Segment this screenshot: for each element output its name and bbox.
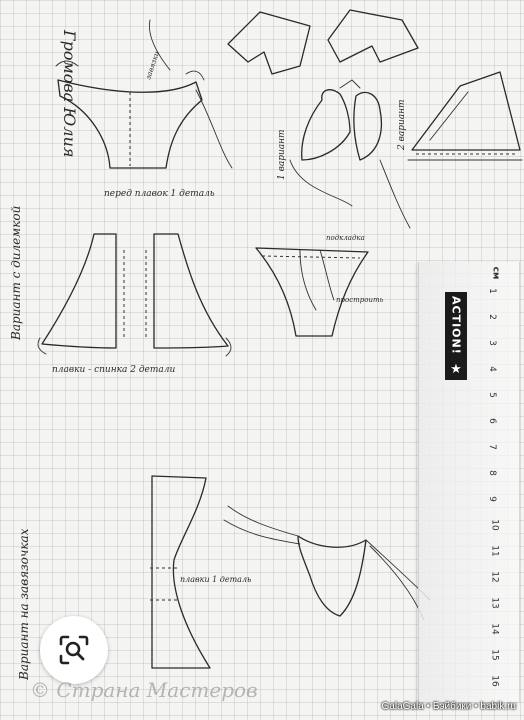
watermark-site-left: © Страна Мастеров: [30, 678, 258, 702]
label-variant1: 1 вариант: [277, 129, 287, 180]
heading-author: Громова Юлия: [60, 30, 79, 158]
ruler-number: 13: [489, 597, 500, 609]
ruler-number: 10: [489, 519, 500, 531]
watermark-site-right: GalaGala • Бэйбики • babik.ru: [381, 701, 516, 712]
ruler-number: 16: [489, 675, 500, 687]
ruler-number: 1: [486, 288, 497, 294]
ruler: [418, 262, 520, 702]
ruler-number: 3: [486, 340, 497, 346]
ruler-number: 8: [486, 470, 497, 476]
tie-bottom-pattern-drawing: [150, 476, 210, 668]
visual-search-button[interactable]: [40, 616, 108, 684]
ruler-number: 7: [486, 444, 497, 450]
heading-variant-top: Вариант с дилемкой: [9, 205, 23, 340]
ruler-number: 4: [486, 366, 497, 372]
label-front: перед плавок 1 деталь: [104, 189, 215, 199]
ruler-brand-label: ACTION!: [445, 292, 467, 358]
cups-drawing: [228, 10, 418, 74]
lined-bottom-drawing: [256, 248, 368, 336]
ruler-number: 15: [489, 649, 500, 661]
ruler-number: 14: [489, 623, 500, 635]
label-lining: подкладка: [326, 234, 365, 242]
bra-variant1-drawing: [290, 80, 410, 228]
front-panel-drawing: [56, 20, 232, 168]
tie-bottom-drawing: [224, 506, 430, 620]
label-stitch: простроить: [336, 296, 384, 304]
bra-variant2-drawing: [408, 72, 522, 160]
ruler-number: 12: [489, 571, 500, 583]
ruler-number: 9: [486, 496, 497, 502]
ruler-number: 6: [486, 418, 497, 424]
ruler-star-icon: ★: [445, 358, 467, 380]
ruler-unit: см: [490, 266, 501, 280]
label-bottom: плавки 1 деталь: [180, 575, 252, 584]
heading-variant-bottom: Вариант на завязочках: [17, 528, 31, 680]
label-variant2: 2 вариант: [397, 99, 407, 150]
label-tie: завязки: [144, 50, 161, 81]
label-back: плавки - спинка 2 детали: [52, 365, 176, 375]
back-panels-drawing: [38, 234, 231, 356]
lens-search-icon: [57, 633, 91, 667]
ruler-number: 2: [486, 314, 497, 320]
ruler-number: 5: [486, 392, 497, 398]
ruler-number: 11: [489, 545, 500, 557]
